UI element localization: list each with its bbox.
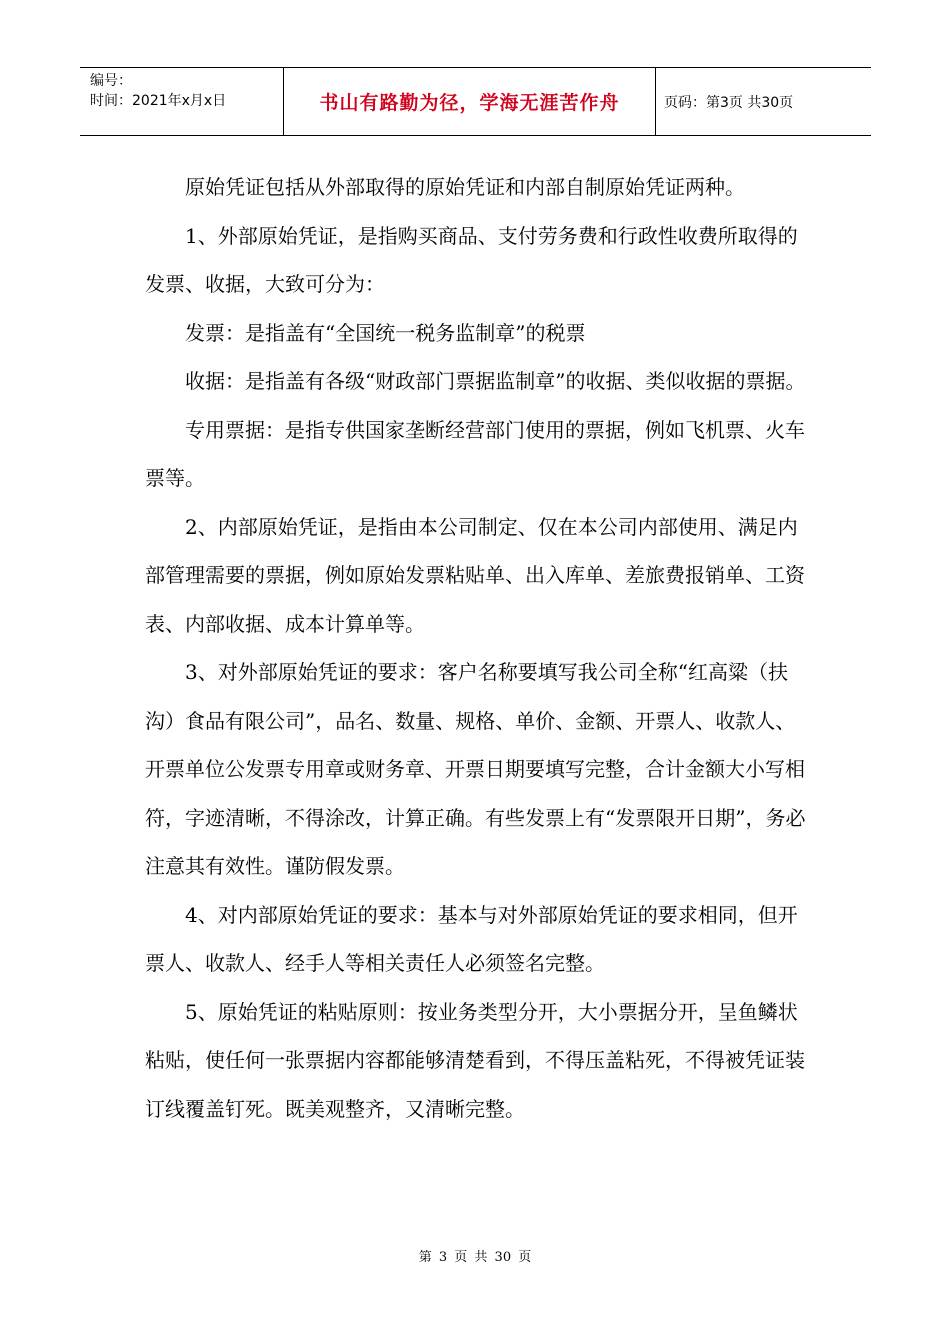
paragraph: 原始凭证包括从外部取得的原始凭证和内部自制原始凭证两种。 — [185, 175, 745, 199]
paragraph: 1、外部原始凭证，是指购买商品、支付劳务费和行政性收费所取得的发票、收据，大致可分为： — [145, 223, 798, 296]
paragraph: 专用票据：是指专供国家垄断经营部门使用的票据，例如飞机票、火车票等。 — [145, 417, 805, 490]
page-header — [80, 67, 871, 136]
paragraph: 发票：是指盖有“全国统一税务监制章”的税票 — [185, 320, 586, 345]
page-footer: 第 3 页 共 30 页 — [418, 1250, 532, 1265]
header-meta — [80, 68, 283, 135]
header-motto: 书山有路勤为径，学海无涯苦作舟 — [283, 68, 656, 135]
header-page-info: 页码：第3页 共30页 — [664, 94, 794, 111]
paragraph: 3、对外部原始凭证的要求：客户名称要填写我公司全称“红高粱（扶沟）食品有限公司”，品名、数量、规格、单价、金额、开票人、收款人、开票单位公发票专用章或财务章、开票日期要填写完整，合计金额大小写相符，字迹清晰，不得涂改，计算正确。有些发票上有“发票限开日期”，务必注意其有效性。谨防假发票。 — [145, 660, 806, 878]
document-number-label: 编号： — [90, 73, 132, 89]
paragraph: 2、内部原始凭证，是指由本公司制定、仅在本公司内部使用、满足内部管理需要的票据，例如原始发票粘贴单、出入库单、差旅费报销单、工资表、内部收据、成本计算单等。 — [145, 514, 805, 636]
document-body — [145, 163, 810, 1133]
paragraph: 5、原始凭证的粘贴原则：按业务类型分开，大小票据分开，呈鱼鳞状粘贴，使任何一张票据内容都能够清楚看到，不得压盖粘死，不得被凭证装订线覆盖钉死。既美观整齐，又清晰完整。 — [145, 999, 805, 1121]
document-date-label: 时间：2021年x月x日 — [90, 93, 227, 109]
paragraph: 4、对内部原始凭证的要求：基本与对外部原始凭证的要求相同，但开票人、收款人、经手人等相关责任人必须签名完整。 — [145, 902, 798, 975]
paragraph: 收据：是指盖有各级“财政部门票据监制章”的收据、类似收据的票据。 — [185, 369, 806, 393]
